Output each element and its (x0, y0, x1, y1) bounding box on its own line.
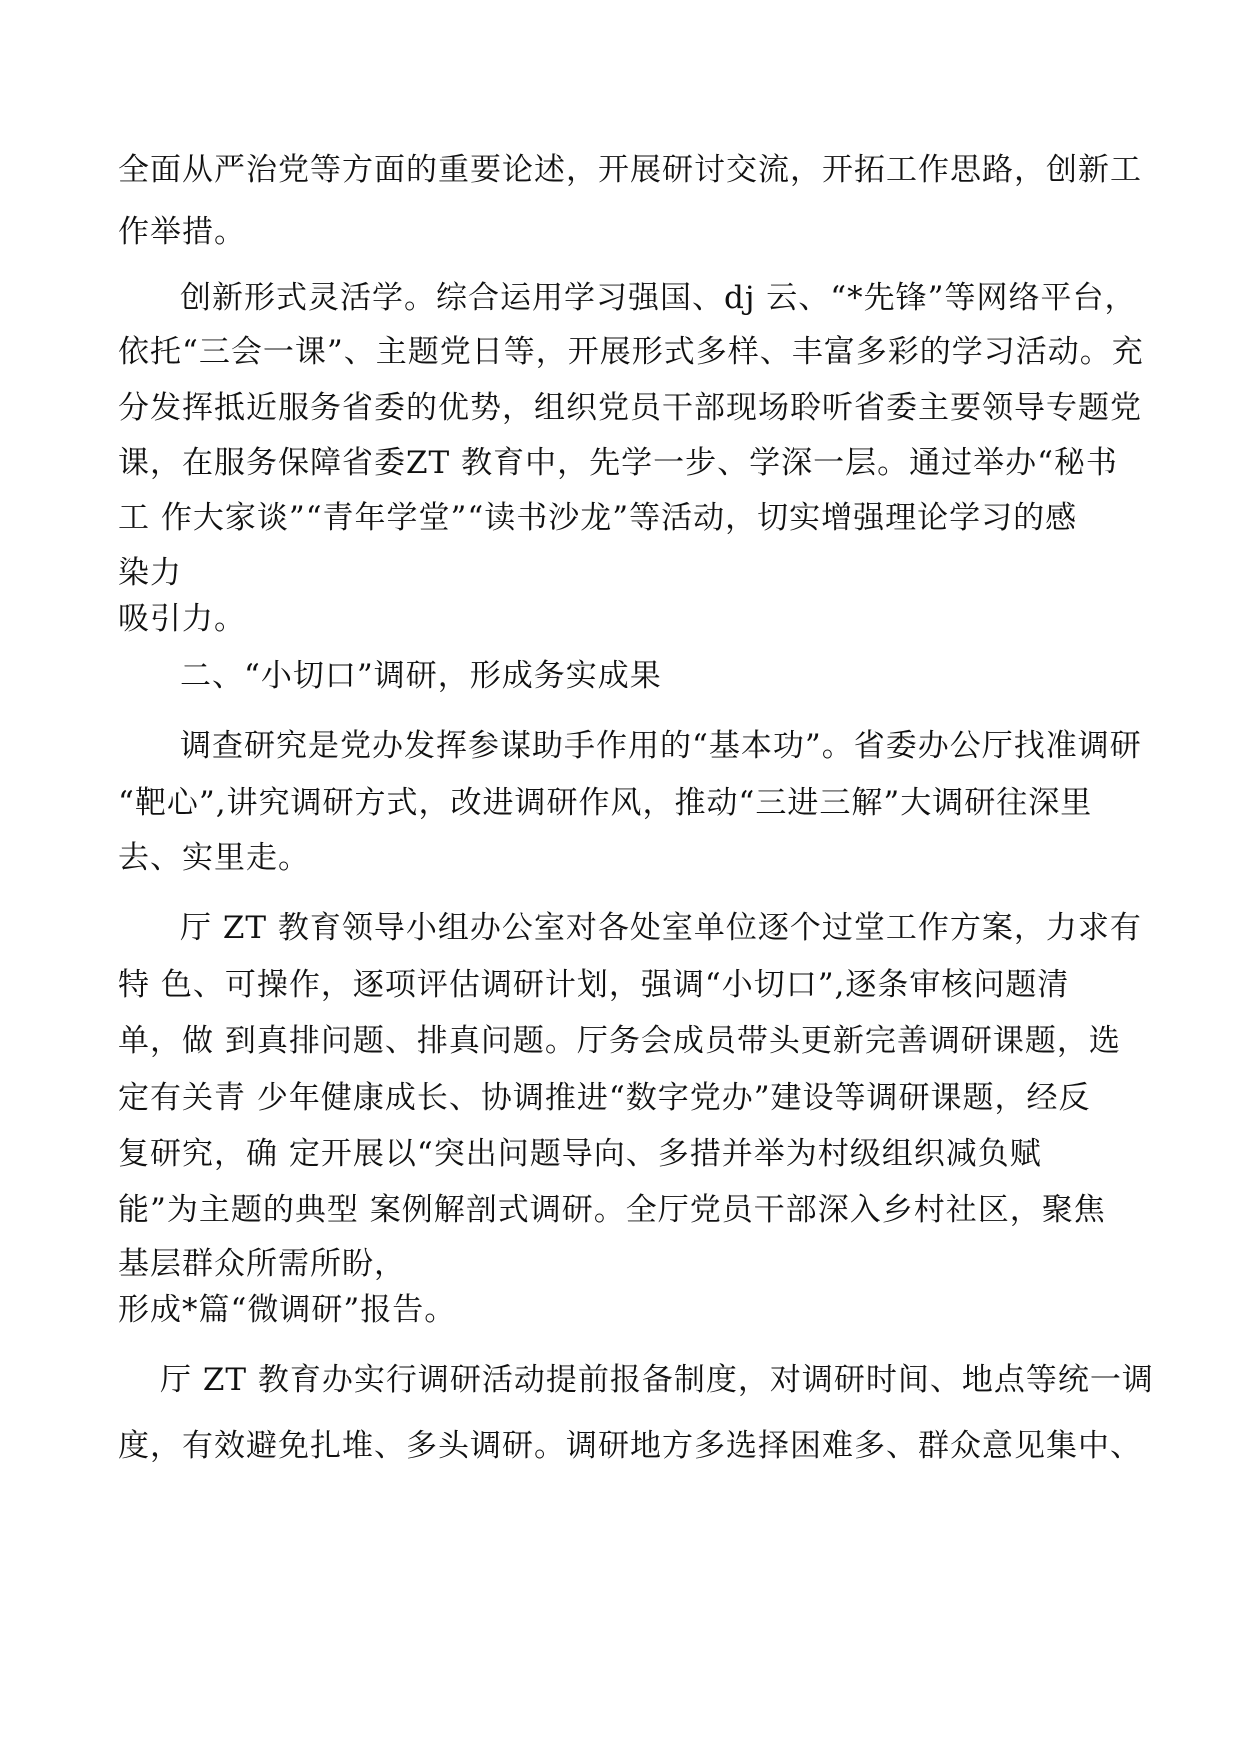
paragraph-4-line-3: 单，做 到真排问题、排真问题。厅务会成员带头更新完善调研课题，选 (118, 1023, 1121, 1059)
paragraph-4-line-4: 定有关青 少年健康成长、协调推进“数字党办”建设等调研课题，经反 (118, 1080, 1091, 1116)
paragraph-4-line-8: 形成*篇“微调研”报告。 (118, 1292, 457, 1328)
section-heading-2: 二、“小切口”调研，形成务实成果 (180, 658, 662, 694)
paragraph-5-line-1: 厅 ZT 教育办实行调研活动提前报备制度，对调研时间、地点等统一调 (160, 1362, 1154, 1398)
paragraph-3-line-3: 去、实里走。 (118, 840, 310, 876)
paragraph-2-line-7: 吸引力。 (118, 601, 246, 637)
paragraph-2-line-6: 染力 (118, 555, 182, 591)
paragraph-4-line-2: 特 色、可操作，逐项评估调研计划，强调“小切口”,逐条审核问题清 (118, 967, 1070, 1003)
paragraph-3-line-2: “靶心”,讲究调研方式，改进调研作风，推动“三进三解”大调研往深里 (118, 785, 1093, 821)
paragraph-2-line-5: 工 作大家谈”“青年学堂”“读书沙龙”等活动，切实增强理论学习的感 (118, 500, 1078, 536)
paragraph-4-line-7: 基层群众所需所盼， (118, 1246, 406, 1282)
paragraph-5-line-2: 度，有效避免扎堆、多头调研。调研地方多选择困难多、群众意见集中、 (118, 1428, 1142, 1464)
paragraph-2-line-4: 课，在服务保障省委ZT 教育中，先学一步、学深一层。通过举办“秘书 (118, 445, 1118, 481)
paragraph-3-line-1: 调查研究是党办发挥参谋助手作用的“基本功”。省委办公厅找准调研 (180, 728, 1142, 764)
paragraph-4-line-6: 能”为主题的典型 案例解剖式调研。全厅党员干部深入乡村社区，聚焦 (118, 1192, 1106, 1228)
paragraph-1-line-2: 作举措。 (118, 214, 246, 250)
paragraph-2-line-3: 分发挥抵近服务省委的优势，组织党员干部现场聆听省委主要领导专题党 (118, 390, 1142, 426)
paragraph-1-line-1: 全面从严治党等方面的重要论述，开展研讨交流，开拓工作思路，创新工 (118, 152, 1142, 188)
paragraph-2-line-2: 依托“三会一课”、主题党日等，开展形式多样、丰富多彩的学习活动。充 (118, 334, 1144, 370)
paragraph-2-line-1: 创新形式灵活学。综合运用学习强国、dj 云、“*先锋”等网络平台， (180, 280, 1137, 316)
paragraph-4-line-5: 复研究，确 定开展以“突出问题导向、多措并举为村级组织减负赋 (118, 1136, 1042, 1172)
paragraph-4-line-1: 厅 ZT 教育领导小组办公室对各处室单位逐个过堂工作方案，力求有 (180, 910, 1142, 946)
